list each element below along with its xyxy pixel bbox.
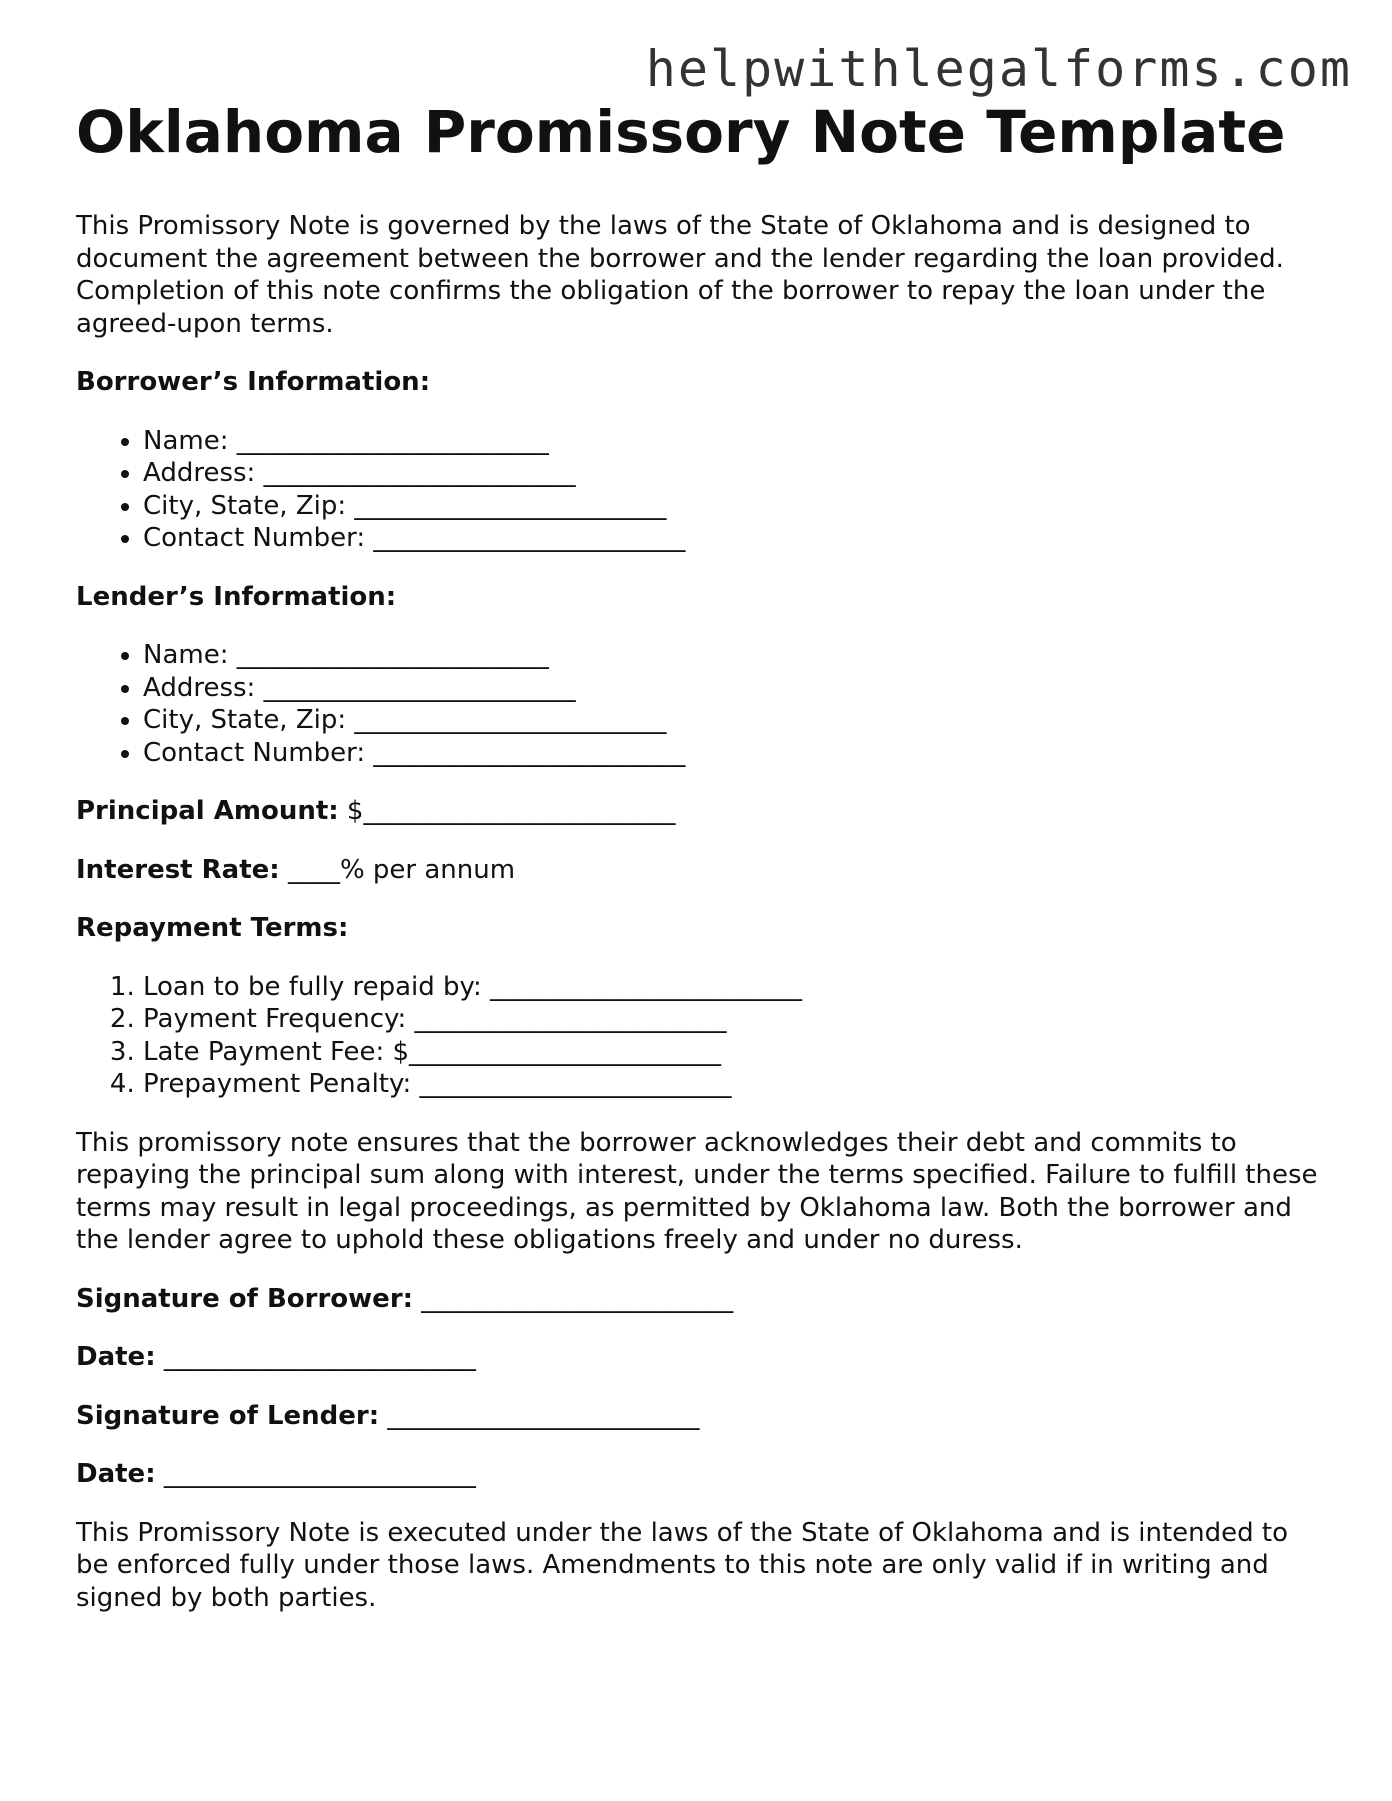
principal-amount-label: Principal Amount: xyxy=(76,796,339,826)
principal-amount-blank[interactable]: $________________________ xyxy=(338,796,676,826)
lender-signature-label: Signature of Lender: xyxy=(76,1400,380,1431)
borrower-date-blank[interactable]: ________________________ xyxy=(155,1342,476,1372)
closing-paragraph: This Promissory Note is executed under the laws of the State of Oklahoma and is intended to be enforced fully under those laws. Amendments to this note are only valid if in writing and signed by both parties. xyxy=(76,1517,1289,1613)
borrower-signature-blank[interactable]: ________________________ xyxy=(413,1283,734,1314)
lender-signature-blank[interactable]: ________________________ xyxy=(379,1400,700,1431)
lender-heading: Lender’s Information: xyxy=(76,581,397,612)
repayment-heading: Repayment Terms: xyxy=(76,913,349,943)
acknowledgement-paragraph: This promissory note ensures that the borrower acknowledges their debt and commits to repaying the principal sum along with interest, under the terms specified. Failure to fulfill these terms may result in legal proceedings, as permitted by Oklahoma law. Both the borrower and the lender agree to uphold these obligations freely and under no duress. xyxy=(76,1127,1318,1255)
repayment-terms-list xyxy=(76,971,1326,1101)
borrower-city-state-zip-field[interactable]: • City, State, Zip: ________________________ xyxy=(143,490,1326,523)
borrower-contact-number-field[interactable]: • Contact Number: ________________________ xyxy=(143,522,1326,555)
document-page xyxy=(76,96,1326,1614)
lender-date-label: Date: xyxy=(76,1459,156,1489)
borrower-signature-field[interactable] xyxy=(76,1283,1326,1316)
interest-rate-field[interactable] xyxy=(76,854,1326,887)
prepayment-penalty-field[interactable]: 4. Prepayment Penalty: ________________________ xyxy=(143,1068,1326,1101)
lender-info-list xyxy=(76,639,1326,769)
lender-date-field[interactable] xyxy=(76,1458,1326,1491)
interest-rate-blank[interactable]: ____% per annum xyxy=(279,854,516,885)
lender-address-field[interactable]: • Address: ________________________ xyxy=(143,672,1326,705)
borrower-name-field[interactable]: • Name: ________________________ xyxy=(143,425,1326,458)
page-title: Oklahoma Promissory Note Template xyxy=(76,98,1286,166)
site-watermark: helpwithlegalforms.com xyxy=(645,40,1352,98)
lender-signature-field[interactable] xyxy=(76,1400,1326,1433)
interest-rate-label: Interest Rate: xyxy=(76,854,280,885)
borrower-date-label: Date: xyxy=(76,1342,156,1372)
lender-date-blank[interactable]: ________________________ xyxy=(155,1459,476,1489)
intro-paragraph: This Promissory Note is governed by the laws of the State of Oklahoma and is designed to document the agreement between the borrower and the lender regarding the loan provided. Completion of this note confirms the obligation of the borrower to repay the loan under the agreed-upon terms. xyxy=(76,211,1284,339)
borrower-info-list xyxy=(76,425,1326,555)
principal-amount-field[interactable] xyxy=(76,795,1326,828)
lender-contact-number-field[interactable]: • Contact Number: ________________________ xyxy=(143,737,1326,770)
borrower-date-field[interactable] xyxy=(76,1341,1326,1374)
borrower-signature-label: Signature of Borrower: xyxy=(76,1283,414,1314)
borrower-address-field[interactable]: • Address: ________________________ xyxy=(143,457,1326,490)
borrower-heading: Borrower’s Information: xyxy=(76,367,431,397)
late-payment-fee-field[interactable]: 3. Late Payment Fee: $________________________ xyxy=(143,1036,1326,1069)
repaid-by-field[interactable]: 1. Loan to be fully repaid by: ________________________ xyxy=(143,971,1326,1004)
payment-frequency-field[interactable]: 2. Payment Frequency: ________________________ xyxy=(143,1003,1326,1036)
lender-name-field[interactable]: • Name: ________________________ xyxy=(143,639,1326,672)
lender-city-state-zip-field[interactable]: • City, State, Zip: ________________________ xyxy=(143,704,1326,737)
